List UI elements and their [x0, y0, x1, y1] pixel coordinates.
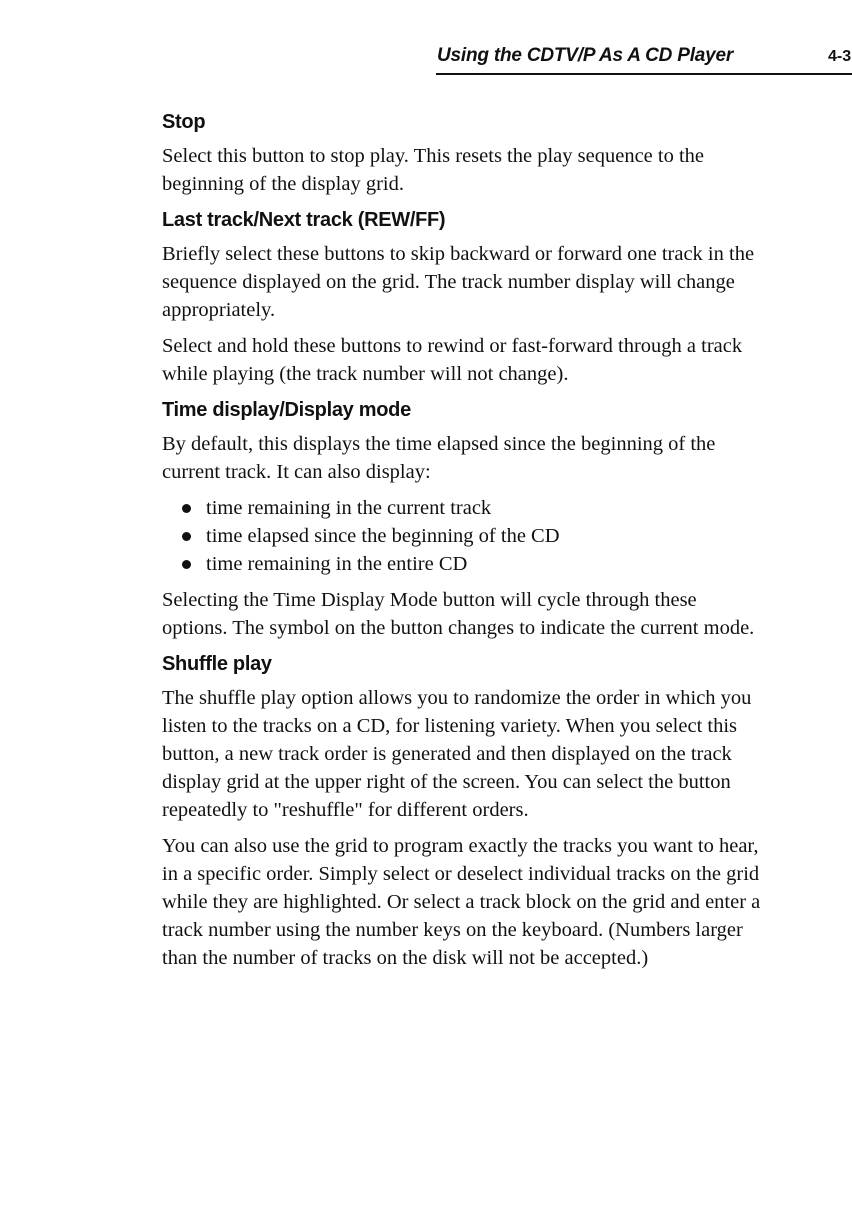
- list-item: [162, 522, 762, 550]
- heading-stop: Stop: [162, 111, 206, 133]
- bullet-icon: [182, 532, 191, 541]
- header-rule: [436, 73, 852, 75]
- list-item: [162, 550, 762, 578]
- time-display-intro: By default, this displays the time elapsed since the beginning of the current track. It can also display:: [162, 433, 716, 483]
- heading-last-next-track: Last track/Next track (REW/FF): [162, 209, 446, 231]
- shuffle-paragraph-1: The shuffle play option allows you to randomize the order in which you listen to the tracks on a CD, for listening variety. When you select this button, a new track order is generated and then displayed on the track display grid at the upper right of the screen. You can select the button repeatedly to "reshuffle" for different orders.: [162, 687, 752, 821]
- time-display-outro: Selecting the Time Display Mode button will cycle through these options. The symbol on the button changes to indicate the current mode.: [162, 589, 755, 639]
- page-number: 4-3: [828, 48, 852, 65]
- stop-paragraph: Select this button to stop play. This resets the play sequence to the beginning of the display grid.: [162, 145, 705, 195]
- bullet-icon: [182, 504, 191, 513]
- list-item: [162, 494, 762, 522]
- running-header-title: Using the CDTV/P As A CD Player: [437, 45, 734, 66]
- time-display-options-list: [162, 494, 762, 578]
- section-last-next-track: [162, 206, 762, 388]
- section-shuffle-play: [162, 650, 762, 972]
- last-next-paragraph-1: Briefly select these buttons to skip backward or forward one track in the sequence displayed on the grid. The track number display will change appropriately.: [162, 243, 755, 321]
- section-time-display: [162, 396, 762, 642]
- heading-time-display: Time display/Display mode: [162, 399, 411, 421]
- section-stop: [162, 108, 762, 198]
- list-item-text: time remaining in the current track: [206, 497, 492, 519]
- heading-shuffle-play: Shuffle play: [162, 653, 272, 675]
- last-next-paragraph-2: Select and hold these buttons to rewind or fast-forward through a track while playing (the track number will not change).: [162, 335, 743, 385]
- bullet-icon: [182, 560, 191, 569]
- list-item-text: time elapsed since the beginning of the CD: [206, 525, 560, 547]
- page-body: [162, 108, 762, 980]
- shuffle-paragraph-2: You can also use the grid to program exactly the tracks you want to hear, in a specific order. Simply select or deselect individual tracks on the grid while they are highlighted. Or select a track block on the grid and enter a track number using the number keys on the keyboard. (Numbers larger than the number of tracks on the disk will not be accepted.): [162, 835, 761, 969]
- list-item-text: time remaining in the entire CD: [206, 553, 468, 575]
